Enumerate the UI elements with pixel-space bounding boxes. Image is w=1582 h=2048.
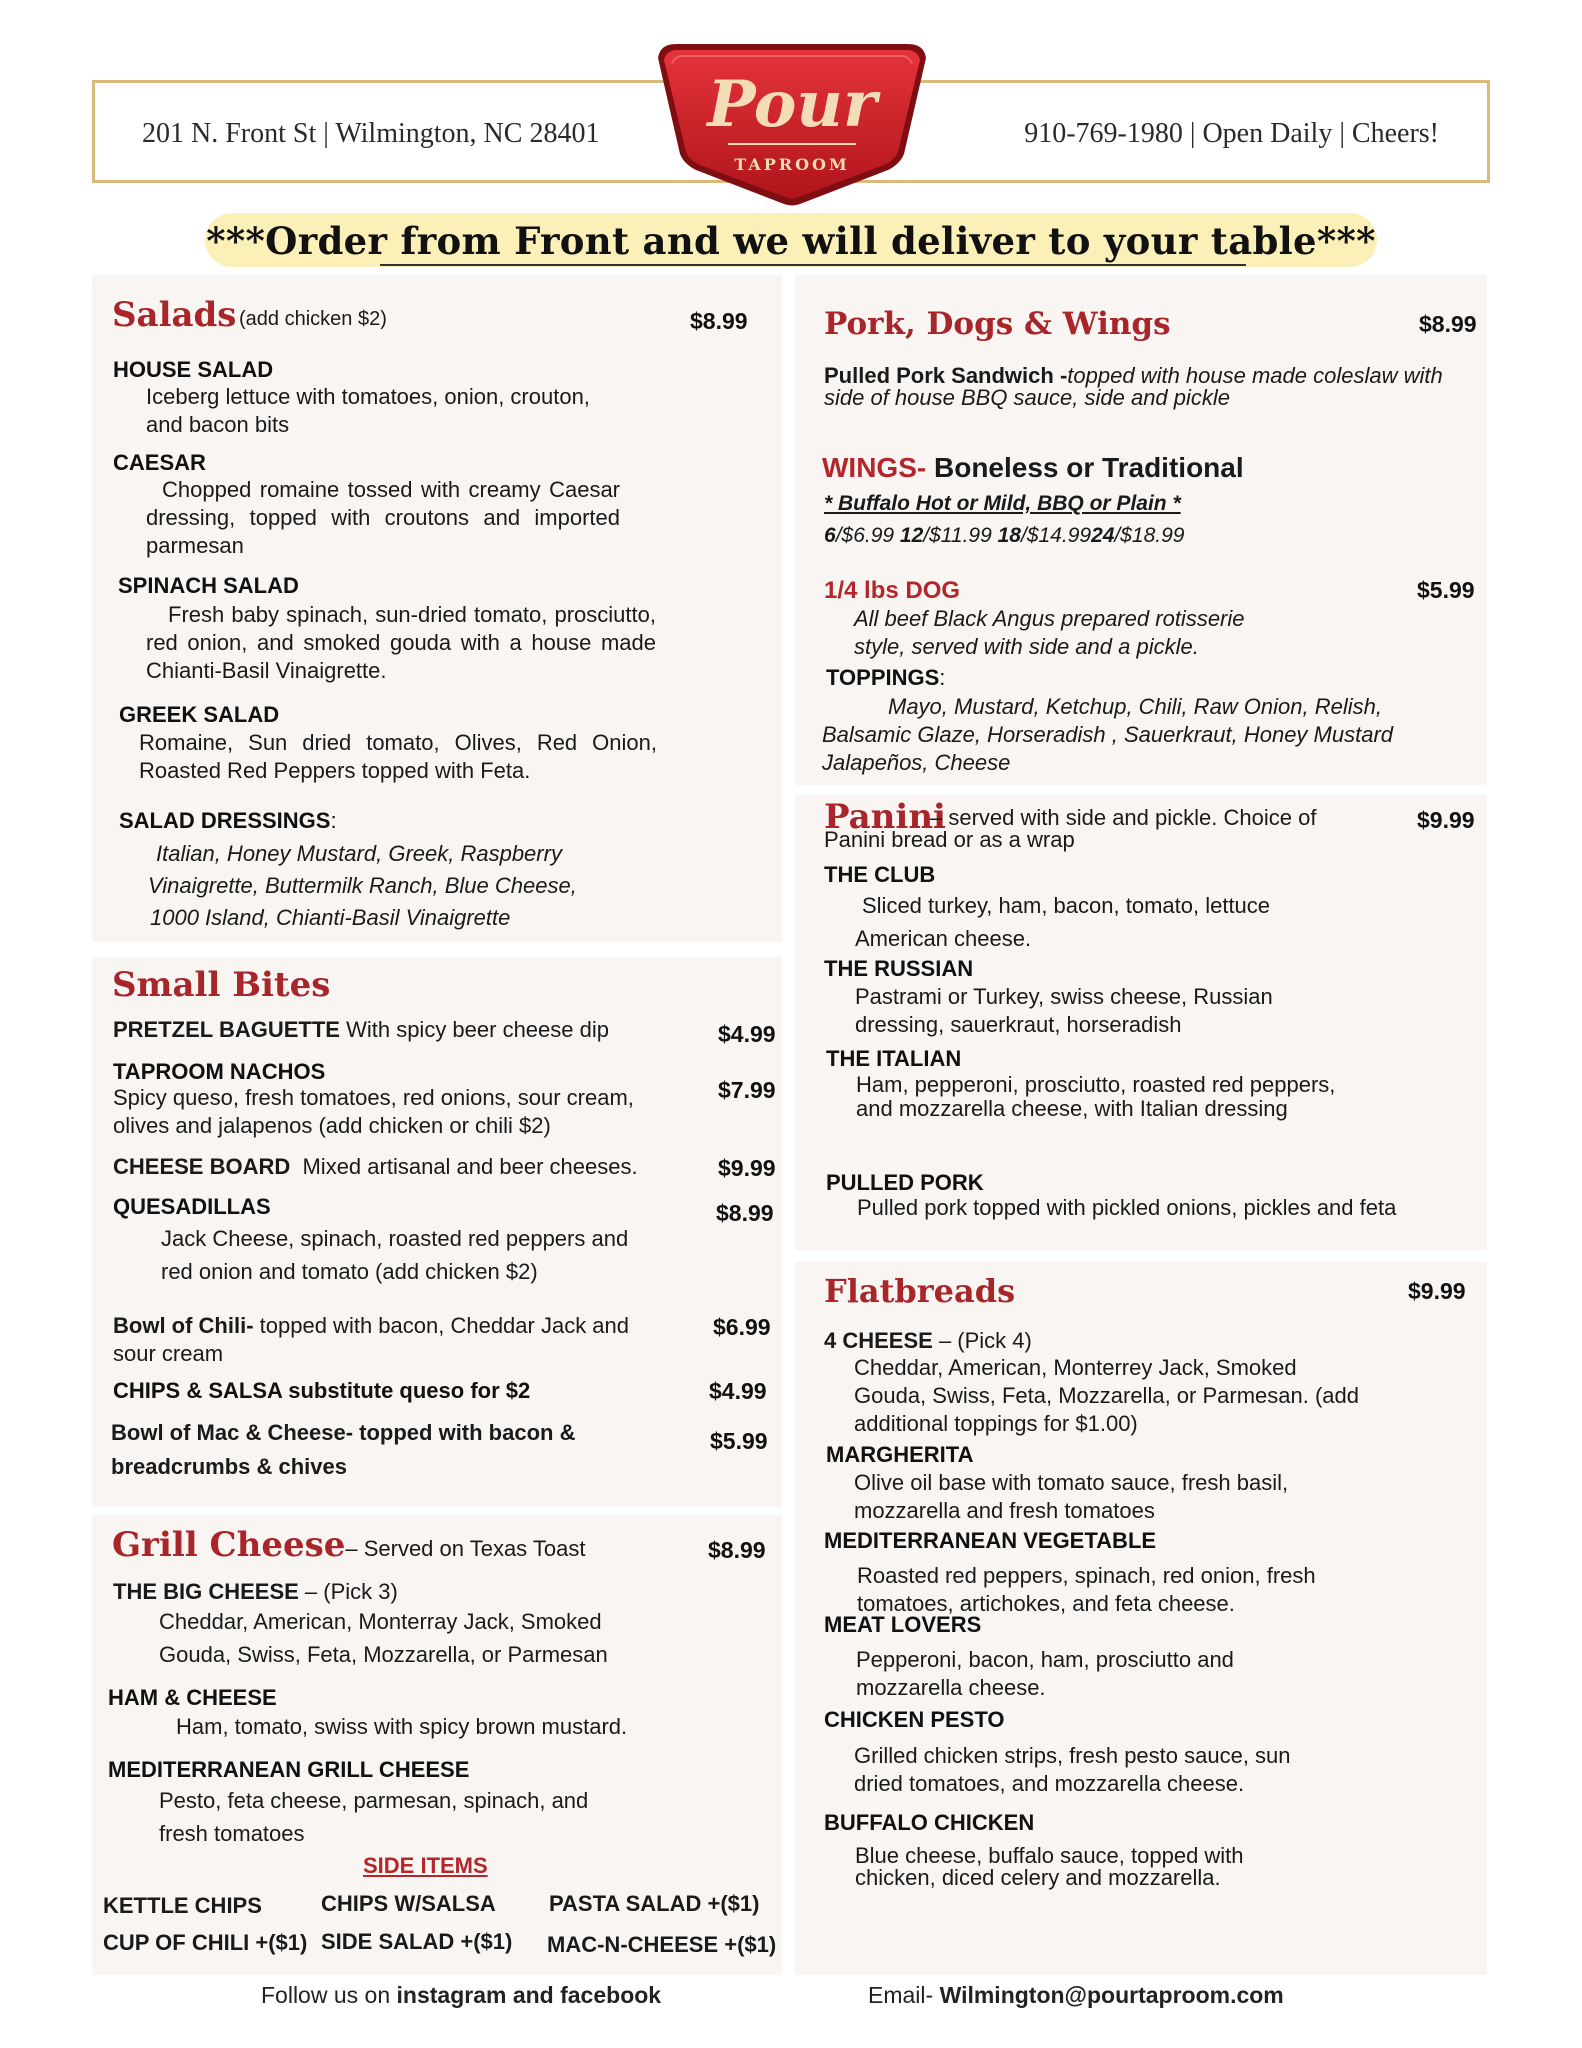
menu-item-line: CHEESE BOARD Mixed artisanal and beer cheeses. [113,1154,638,1179]
menu-item-name: MEDITERRANEAN VEGETABLE [824,1528,1157,1553]
side-item: PASTA SALAD +($1) [549,1891,760,1916]
dressing-line: 1000 Island, Chianti-Basil Vinaigrette [150,905,511,930]
menu-item-desc: Roasted red peppers, spinach, red onion, fresh tomatoes, artichokes, and feta cheese. [857,1563,1316,1616]
menu-item-desc: Fresh baby spinach, sun-dried tomato, prosciutto, red onion, and smoked gouda with a house made Chianti-Basil Vinaigrette. [146,602,656,683]
menu-item-desc: Jack Cheese, spinach, roasted red peppers and red onion and tomato (add chicken $2) [161,1226,629,1284]
side-items-label: SIDE ITEMS [363,1853,488,1878]
menu-item-desc: Romaine, Sun dried tomato, Olives, Red Onion, Roasted Red Peppers topped with Feta. [139,730,657,783]
menu-item-name: QUESADILLAS [113,1194,271,1219]
side-item: MAC-N-CHEESE +($1) [547,1932,777,1957]
menu-item-name: THE CLUB [824,862,936,887]
menu-item-desc: Pulled pork topped with pickled onions, pickles and feta [857,1195,1397,1220]
menu-item-desc: Pepperoni, bacon, ham, prosciutto and mozzarella cheese. [856,1647,1234,1700]
menu-item-price: $4.99 [718,1021,776,1047]
menu-item-line: Bowl of Chili- topped with bacon, Cheddar Jack and sour cream [113,1313,630,1366]
menu-item-name: MARGHERITA [826,1442,974,1467]
salads-panel [92,275,782,942]
panini-title: Panini [824,797,946,837]
grill-cheese-heading: Grill Cheese– Served on Texas Toast [112,1525,586,1565]
menu-item-desc: Ham, pepperoni, prosciutto, roasted red peppers, and mozzarella cheese, with Italian dressing [856,1072,1336,1121]
menu-item-desc: Sliced turkey, ham, bacon, tomato, lettuce American cheese. [855,893,1271,951]
wings-heading: WINGS- Boneless or Traditional [822,452,1244,483]
toppings-label: TOPPINGS: [826,665,946,690]
menu-item-price: $7.99 [718,1077,776,1103]
flatbreads-panel [795,1262,1487,1975]
side-item: KETTLE CHIPS [103,1893,262,1918]
menu-item-name: BUFFALO CHICKEN [824,1810,1035,1835]
menu-item-desc: Blue cheese, buffalo sauce, topped with chicken, diced celery and mozzarella. [855,1843,1244,1890]
pork-price: $8.99 [1419,311,1477,337]
toppings-line: Balsamic Glaze, Horseradish , Sauerkraut, Honey Mustard [822,722,1394,747]
banner-text: ***Order from Front and we will deliver to your table*** [206,219,1376,263]
toppings-line: Mayo, Mustard, Ketchup, Chili, Raw Onion, Relish, [888,694,1382,719]
order-banner [205,213,1377,267]
small-bites-panel [92,957,782,1507]
menu-item-name: GREEK SALAD [119,702,280,727]
pork-title: Pork, Dogs & Wings [824,306,1171,342]
menu-item-name: HAM & CHEESE [108,1685,277,1710]
menu-item-name: Bowl of Mac & Cheese- topped with bacon & breadcrumbs & chives [111,1420,576,1479]
menu-item-line: 4 CHEESE – (Pick 4) [824,1328,1032,1353]
banner-underline [380,264,1246,266]
menu-item-desc: Olive oil base with tomato sauce, fresh basil, mozzarella and fresh tomatoes [854,1470,1289,1523]
grill-cheese-price: $8.99 [708,1537,766,1563]
menu-item-desc: Spicy queso, fresh tomatoes, red onions, sour cream, olives and jalapenos (add chicken or chili $2) [113,1085,634,1138]
salads-price: $8.99 [690,308,748,334]
menu-item-name: MEAT LOVERS [824,1612,982,1637]
footer-social: Follow us on instagram and facebook [261,1982,662,2008]
side-item: CUP OF CHILI +($1) [103,1930,308,1955]
menu-item-price: $6.99 [713,1314,771,1340]
panini-panel [795,795,1487,1250]
dog-desc: All beef Black Angus prepared rotisserie style, served with side and a pickle. [854,606,1245,659]
side-item: CHIPS W/SALSA [321,1891,496,1916]
menu-item-line: THE BIG CHEESE – (Pick 3) [113,1579,398,1604]
flatbreads-title: Flatbreads [824,1272,1016,1310]
menu-item-name: PULLED PORK [826,1170,984,1195]
menu-item-name: CHIPS & SALSA substitute queso for $2 [113,1378,531,1403]
flatbreads-price: $9.99 [1408,1278,1466,1304]
dog-name: 1/4 lbs DOG [824,577,961,604]
menu-item-price: $9.99 [718,1155,776,1181]
menu-item-desc: Ham, tomato, swiss with spicy brown mustard. [176,1714,628,1739]
salads-title: Salads [112,295,237,335]
toppings-line: Jalapeños, Cheese [822,750,1011,775]
menu-item-name: HOUSE SALAD [113,357,274,382]
menu-item-name: CHICKEN PESTO [824,1707,1005,1732]
panini-price: $9.99 [1417,807,1475,833]
menu-item-price: $5.99 [710,1428,768,1454]
panini-subtitle: – served with side and pickle. Choice of Panini bread or as a wrap [824,805,1317,852]
dog-price: $5.99 [1417,577,1475,603]
menu-item-desc: Iceberg lettuce with tomatoes, onion, crouton, and bacon bits [146,384,590,437]
menu-item-name: CAESAR [113,450,206,475]
grill-cheese-panel [92,1515,782,1975]
menu-item-desc: Pastrami or Turkey, swiss cheese, Russian dressing, sauerkraut, horseradish [855,984,1273,1037]
salads-note: (add chicken $2) [239,308,387,330]
menu-item-desc: Chopped romaine tossed with creamy Caesar dressing, topped with croutons and imported parmesan [146,477,620,558]
dressing-line: Italian, Honey Mustard, Greek, Raspberry [156,841,562,866]
menu-item-name: MEDITERRANEAN GRILL CHEESE [108,1757,470,1782]
header-phone-hours: 910-769-1980 | Open Daily | Cheers! [1024,118,1439,149]
social-link-text[interactable]: instagram and facebook [396,1982,662,2008]
menu-item-name: THE ITALIAN [826,1046,962,1071]
menu-item-name: TAPROOM NACHOS [113,1059,326,1084]
dressing-line: Vinaigrette, Buttermilk Ranch, Blue Cheese, [148,873,577,898]
menu-item-name: SPINACH SALAD [118,573,299,598]
menu-item-price: $8.99 [716,1200,774,1226]
menu-item-name: THE RUSSIAN [824,956,974,981]
side-item: SIDE SALAD +($1) [321,1929,513,1954]
wings-prices: 6/$6.99 12/$11.99 18/$14.9924/$18.99 [824,524,1185,547]
email-link[interactable]: Wilmington@pourtaproom.com [939,1982,1284,2008]
pour-taproom-logo [650,36,934,208]
footer-email: Email- Wilmington@pourtaproom.com [868,1982,1284,2008]
menu-item-desc: Pesto, feta cheese, parmesan, spinach, and fresh tomatoes [159,1788,589,1846]
menu-item-price: $4.99 [709,1378,767,1404]
dressings-label: SALAD DRESSINGS: [119,808,337,833]
wings-sauces: * Buffalo Hot or Mild, BBQ or Plain * [824,492,1181,515]
menu-item-desc: Cheddar, American, Monterray Jack, Smoked Gouda, Swiss, Feta, Mozzarella, or Parmesan [159,1609,608,1667]
header-address: 201 N. Front St | Wilmington, NC 28401 [142,118,600,149]
pulled-pork-sandwich: Pulled Pork Sandwich -topped with house made coleslaw with side of house BBQ sauce, side and pickle [824,363,1443,410]
logo-sub-text: TAPROOM [734,155,850,174]
menu-item-line: PRETZEL BAGUETTE With spicy beer cheese dip [113,1017,609,1042]
logo-name-text: Pour [707,67,877,142]
pork-dogs-wings-panel [795,275,1487,785]
menu-item-desc: Cheddar, American, Monterrey Jack, Smoked Gouda, Swiss, Feta, Mozzarella, or Parmesan. (add additional toppings for $1.00) [854,1355,1359,1436]
menu-item-desc: Grilled chicken strips, fresh pesto sauce, sun dried tomatoes, and mozzarella cheese. [854,1743,1291,1796]
small-bites-title: Small Bites [112,965,331,1005]
